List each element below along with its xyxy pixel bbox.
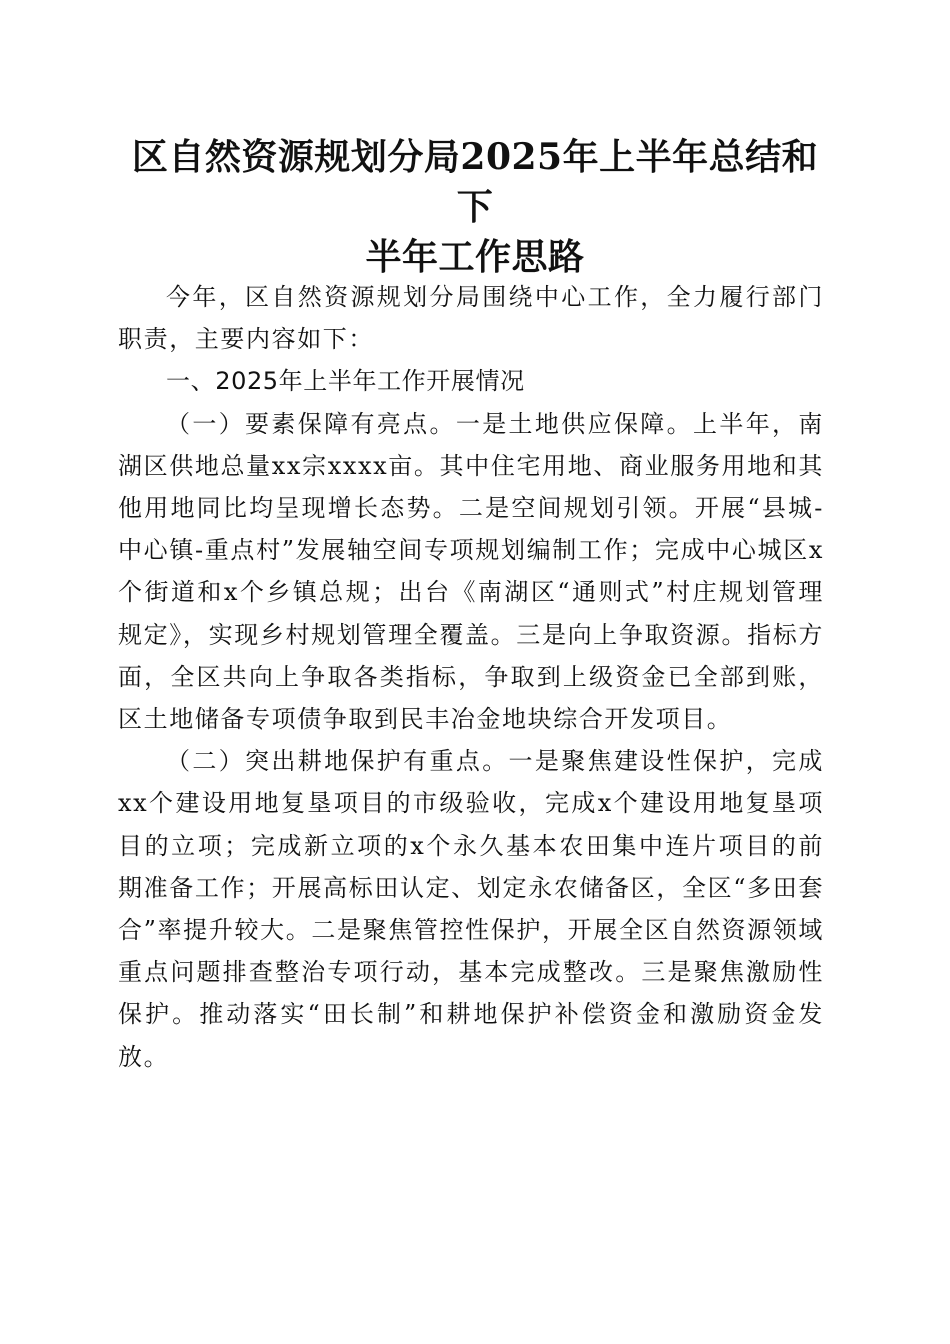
- document-body: [118, 276, 824, 1078]
- document-title: [120, 132, 830, 282]
- paragraph-farmland-protection: （二）突出耕地保护有重点。一是聚焦建设性保护，完成xx个建设用地复垦项目的市级验收，完成x个建设用地复垦项目的立项；完成新立项的x个永久基本农田集中连片项目的前期准备工作；开展高标田认定、划定永农储备区，全区“多田套合”率提升较大。二是聚焦管控性保护，开展全区自然资源领域重点问题排查整治专项行动，基本完成整改。三是聚焦激励性保护。推动落实“田长制”和耕地保护补偿资金和激励资金发放。: [118, 747, 824, 1071]
- title-line-1: 区自然资源规划分局2025年上半年总结和下: [131, 136, 819, 228]
- section-heading-1: 一、2025年上半年工作开展情况: [166, 367, 525, 396]
- intro-paragraph: 今年，区自然资源规划分局围绕中心工作，全力履行部门职责，主要内容如下：: [118, 283, 824, 354]
- title-line-2: 半年工作思路: [365, 236, 585, 278]
- paragraph-element-guarantee: （一）要素保障有亮点。一是土地供应保障。上半年，南湖区供地总量xx宗xxxx亩。其中住宅用地、商业服务用地和其他用地同比均呈现增长态势。二是空间规划引领。开展“县城-中心镇-重点村”发展轴空间专项规划编制工作；完成中心城区x个街道和x个乡镇总规；出台《南湖区“通则式”村庄规划管理规定》，实现乡村规划管理全覆盖。三是向上争取资源。指标方面，全区共向上争取各类指标，争取到上级资金已全部到账，区土地储备专项债争取到民丰冶金地块综合开发项目。: [118, 409, 824, 734]
